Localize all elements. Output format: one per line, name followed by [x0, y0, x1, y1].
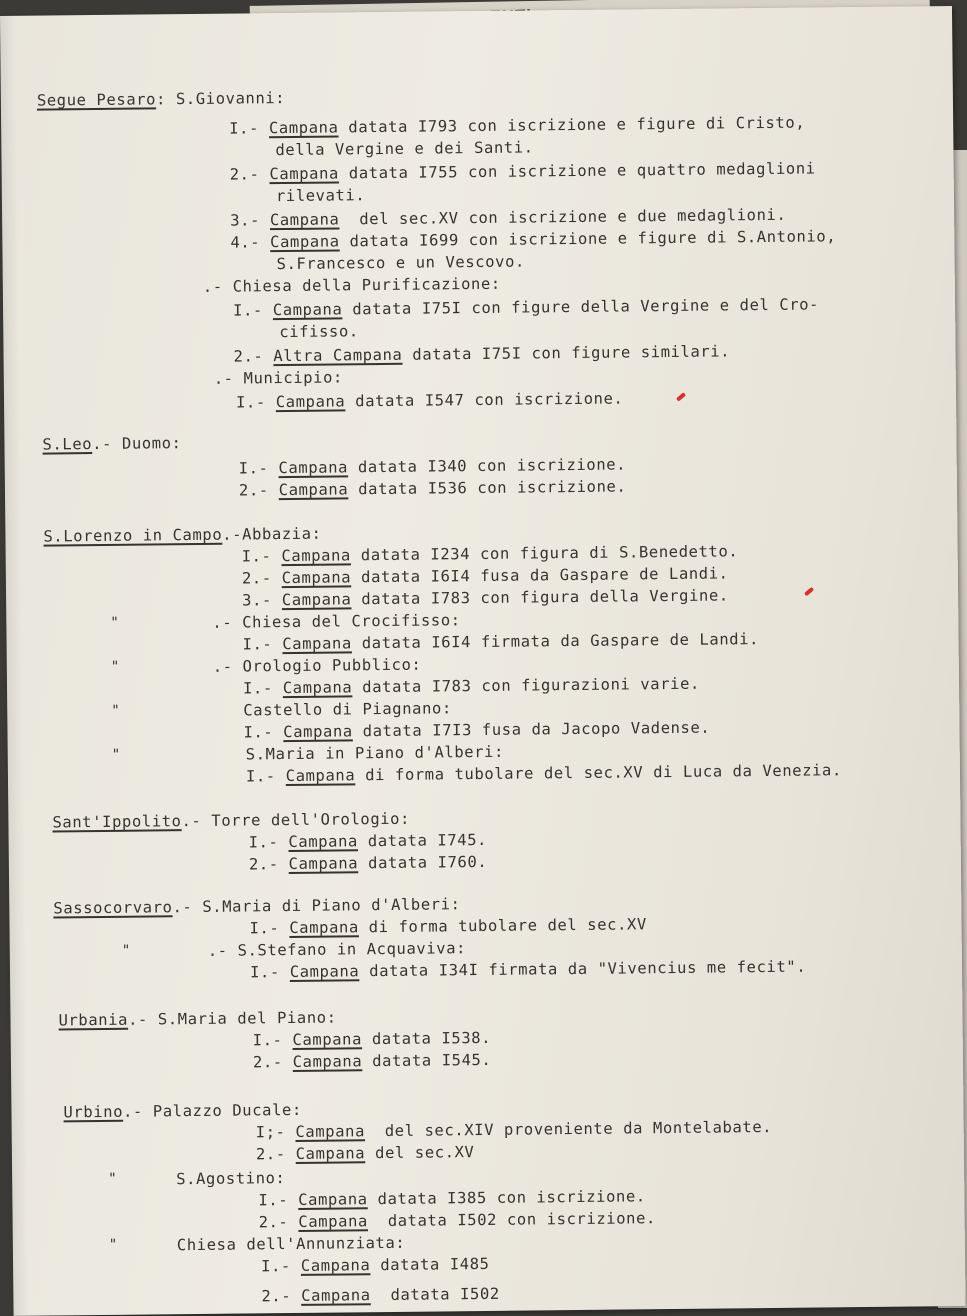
list-item-continuation: della Vergine e dei Santi.: [275, 138, 534, 160]
list-item: 3.- Campana del sec.XV con iscrizione e due medaglioni.: [230, 205, 787, 230]
list-item: 3.- Campana datata I783 con figura della Vergine.: [242, 586, 729, 610]
list-item: 2.- Campana datata I6I4 fusa da Gaspare de Landi.: [241, 564, 729, 588]
list-item: I.- Campana datata I34I firmata da "Vivencius me fecit".: [249, 957, 807, 982]
section-heading: Urbania.- S.Maria del Piano:: [58, 1008, 337, 1030]
list-item: I.- Campana datata I745.: [248, 830, 488, 852]
ditto-mark: ": [121, 942, 131, 959]
list-item: I.- Campana datata I75I con figure della Vergine e del Cro-: [233, 295, 820, 320]
sub-location: S.Maria in Piano d'Alberi:: [245, 742, 505, 764]
typed-page: [0, 6, 966, 1316]
section-heading: S.Lorenzo in Campo.-Abbazia:: [43, 524, 322, 546]
list-item: I.- Campana datata I547 con iscrizione.: [235, 389, 624, 412]
list-item: 2.- Campana datata I502 con iscrizione.: [258, 1209, 657, 1232]
section-heading: Urbino.- Palazzo Ducale:: [63, 1100, 302, 1122]
list-item-continuation: cifisso.: [279, 322, 359, 342]
list-item: I.- Campana datata I7I3 fusa da Jacopo Vadense.: [243, 718, 711, 742]
list-item: 2.- Campana datata I755 con iscrizione e quattro medaglioni: [229, 159, 816, 184]
list-item: I.- Campana datata I538.: [252, 1028, 492, 1050]
ditto-mark: ": [108, 1236, 118, 1253]
section-heading: Sassocorvaro.- S.Maria di Piano d'Alberi:: [53, 895, 461, 918]
list-item: I.- Campana datata I793 con iscrizione e figure di Cristo,: [229, 113, 806, 138]
sub-location: .- Chiesa del Crocifisso:: [212, 611, 461, 632]
list-item: 2.- Altra Campana datata I75I con figure similari.: [233, 342, 731, 366]
ditto-mark: ": [111, 746, 121, 763]
section-heading: Sant'Ippolito.- Torre dell'Orologio:: [52, 809, 411, 832]
section-heading: S.Leo.- Duomo:: [42, 434, 182, 454]
ditto-mark: ": [108, 1170, 117, 1187]
list-item: I.- Campana di forma tubolare del sec.XV: [249, 915, 647, 938]
page-fold-shadow: [0, 16, 30, 1316]
list-item: I.- Campana di forma tubolare del sec.XV di Luca da Venezia.: [245, 761, 842, 786]
sub-location: .- Chiesa della Purificazione:: [202, 274, 501, 296]
sub-location: .- S.Stefano in Acquaviva:: [207, 939, 467, 960]
list-item: 2.- Campana datata I545.: [252, 1050, 492, 1072]
list-item: 2.- Campana datata I536 con iscrizione.: [238, 477, 627, 500]
red-check-mark: [676, 392, 686, 402]
sub-location: Castello di Piagnano:: [243, 699, 452, 720]
list-item: 4.- Campana datata I699 con iscrizione e figure di S.Antonio,: [230, 227, 837, 252]
ditto-mark: ": [111, 702, 120, 719]
list-item: I.- Campana datata I485: [261, 1254, 490, 1276]
list-item-continuation: S.Francesco e un Vescovo.: [276, 252, 525, 274]
list-item: I.- Campana datata I234 con figura di S.Benedetto.: [241, 542, 739, 566]
list-item: I.- Campana datata I6I4 firmata da Gaspare de Landi.: [242, 630, 760, 654]
list-item: I.- Campana datata I385 con iscrizione.: [258, 1187, 646, 1210]
list-item: 2.- Campana datata I502: [261, 1284, 500, 1306]
sub-location: .- Orologio Pubblico:: [212, 655, 422, 676]
sub-location: Chiesa dell'Annunziata:: [176, 1233, 406, 1255]
ditto-mark: ": [110, 614, 119, 631]
sub-location: .- Municipio:: [213, 368, 344, 388]
sub-location: S.Agostino:: [176, 1169, 286, 1189]
list-item: I;- Campana del sec.XIV proveniente da Montelabate.: [255, 1117, 773, 1142]
list-item: I.- Campana datata I783 con figurazioni varie.: [242, 674, 701, 698]
list-item: 2.- Campana del sec.XV: [255, 1143, 475, 1164]
list-item: 2.- Campana datata I760.: [248, 852, 488, 874]
ditto-mark: ": [110, 658, 120, 675]
list-item: I.- Campana datata I340 con iscrizione.: [238, 455, 627, 478]
section-heading: Segue Pesaro: S.Giovanni:: [36, 89, 286, 110]
red-check-mark: [804, 587, 814, 597]
list-item-continuation: rilevati.: [275, 186, 366, 206]
